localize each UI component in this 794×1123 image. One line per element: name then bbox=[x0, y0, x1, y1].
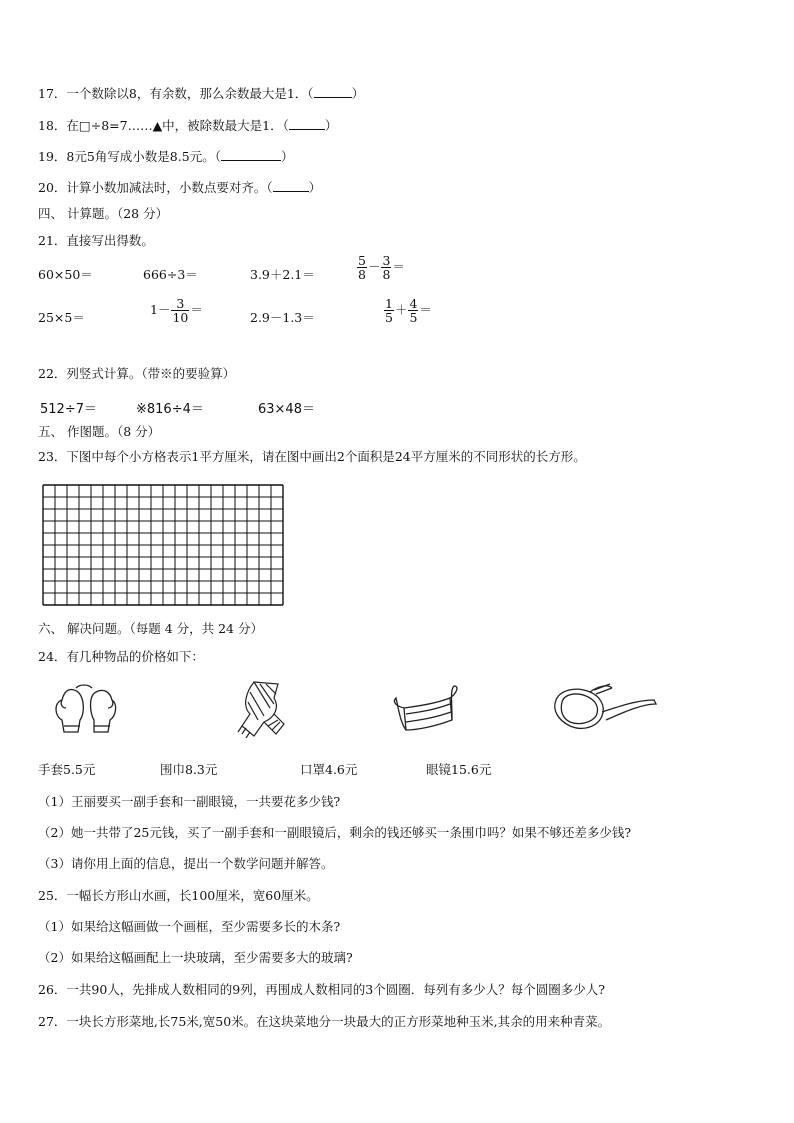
calc-21-8: $\frac{1}{5}$ ＋ $\frac{4}{5}$ ＝ bbox=[385, 296, 432, 326]
question-23: 23．下图中每个小方格表示1平方厘米，请在图中画出2个面积是24平方厘米的不同形状的长方形。 bbox=[38, 449, 586, 464]
question-24-part-2: （2）她一共带了25元钱，买了一副手套和一副眼镜后，剩余的钱还够买一条围巾吗？如果不够还差多少钱? bbox=[38, 825, 632, 840]
scarf-icon bbox=[224, 678, 300, 740]
calc-22-1: 512÷7＝ bbox=[40, 402, 97, 417]
question-20-text: 20．计算小数加减法时，小数点要对齐。（ bbox=[38, 180, 273, 195]
paren-close: ） bbox=[308, 180, 322, 195]
question-19 bbox=[38, 147, 293, 165]
answer-blank[interactable] bbox=[289, 117, 325, 130]
paren-close: ） bbox=[280, 149, 294, 164]
fraction: $\frac{1}{5}$ bbox=[385, 296, 393, 326]
calc-21-7: 2.9－1.3＝ bbox=[250, 310, 315, 325]
calc-21-5: 25×5＝ bbox=[38, 310, 85, 325]
calc-21-2: 666÷3＝ bbox=[143, 267, 198, 282]
calc-21-3: 3.9＋2.1＝ bbox=[250, 267, 315, 282]
question-27: 27．一块长方形菜地,长75米,宽50米。在这块菜地分一块最大的正方形菜地种玉米,其余的用来种青菜。 bbox=[38, 1014, 611, 1029]
calc-21-1: 60×50＝ bbox=[38, 267, 93, 282]
price-label-mask: 口罩4.6元 bbox=[300, 762, 358, 777]
answer-blank[interactable] bbox=[221, 148, 281, 161]
question-24-part-1: （1）王丽要买一副手套和一副眼镜，一共要花多少钱? bbox=[38, 794, 341, 809]
question-18 bbox=[38, 116, 337, 134]
question-24-title: 24．有几种物品的价格如下： bbox=[38, 649, 204, 664]
question-22-title: 22．列竖式计算。（带※的要验算） bbox=[38, 366, 236, 381]
question-25-part-2: （2）如果给这幅画配上一块玻璃，至少需要多大的玻璃? bbox=[38, 950, 353, 965]
question-19-text: 19．8元5角写成小数是8.5元。（ bbox=[38, 149, 221, 164]
section-5-heading: 五、 作图题。（8 分） bbox=[38, 424, 161, 439]
paren-close: ） bbox=[351, 86, 365, 101]
question-26: 26．一共90人，先排成人数相同的9列，再围成人数相同的3个圆圈．每列有多少人？每个圆圈多少人? bbox=[38, 982, 605, 997]
paren-close: ） bbox=[324, 118, 338, 133]
sunglasses-icon bbox=[550, 682, 662, 740]
calc-22-3: 63×48＝ bbox=[258, 402, 315, 417]
price-label-glasses: 眼镜15.6元 bbox=[426, 762, 492, 777]
fraction: $\frac{3}{10}$ bbox=[172, 296, 189, 326]
question-21-title: 21．直接写出得数。 bbox=[38, 233, 154, 248]
calc-21-4: $\frac{5}{8}$ － $\frac{3}{8}$ ＝ bbox=[358, 253, 405, 283]
question-25-part-1: （1）如果给这幅画做一个画框，至少需要多长的木条? bbox=[38, 919, 341, 934]
question-20 bbox=[38, 178, 321, 196]
section-4-heading: 四、 计算题。（28 分） bbox=[38, 206, 169, 221]
calc-21-6: 1－ $\frac{3}{10}$ ＝ bbox=[150, 296, 203, 326]
square-grid[interactable] bbox=[42, 484, 284, 606]
question-18-text: 18．在□÷8=7……▲中，被除数最大是1．（ bbox=[38, 118, 289, 133]
fraction: $\frac{5}{8}$ bbox=[358, 253, 366, 283]
calc-22-2: ※816÷4＝ bbox=[136, 402, 204, 417]
fraction: $\frac{4}{5}$ bbox=[409, 296, 418, 326]
mask-icon bbox=[388, 684, 468, 742]
question-24-part-3: （3）请你用上面的信息，提出一个数学问题并解答。 bbox=[38, 856, 334, 871]
fraction: $\frac{3}{8}$ bbox=[382, 253, 391, 283]
answer-blank[interactable] bbox=[273, 179, 309, 192]
question-17 bbox=[38, 84, 364, 102]
question-17-text: 17．一个数除以8，有余数，那么余数最大是1．（ bbox=[38, 86, 314, 101]
answer-blank[interactable] bbox=[314, 85, 352, 98]
question-25-title: 25．一幅长方形山水画，长100厘米，宽60厘米。 bbox=[38, 888, 319, 903]
section-6-heading: 六、 解决问题。（每题 4 分，共 24 分） bbox=[38, 621, 263, 636]
price-label-scarf: 围巾8.3元 bbox=[160, 762, 218, 777]
gloves-icon bbox=[50, 682, 130, 738]
price-label-gloves: 手套5.5元 bbox=[38, 762, 96, 777]
